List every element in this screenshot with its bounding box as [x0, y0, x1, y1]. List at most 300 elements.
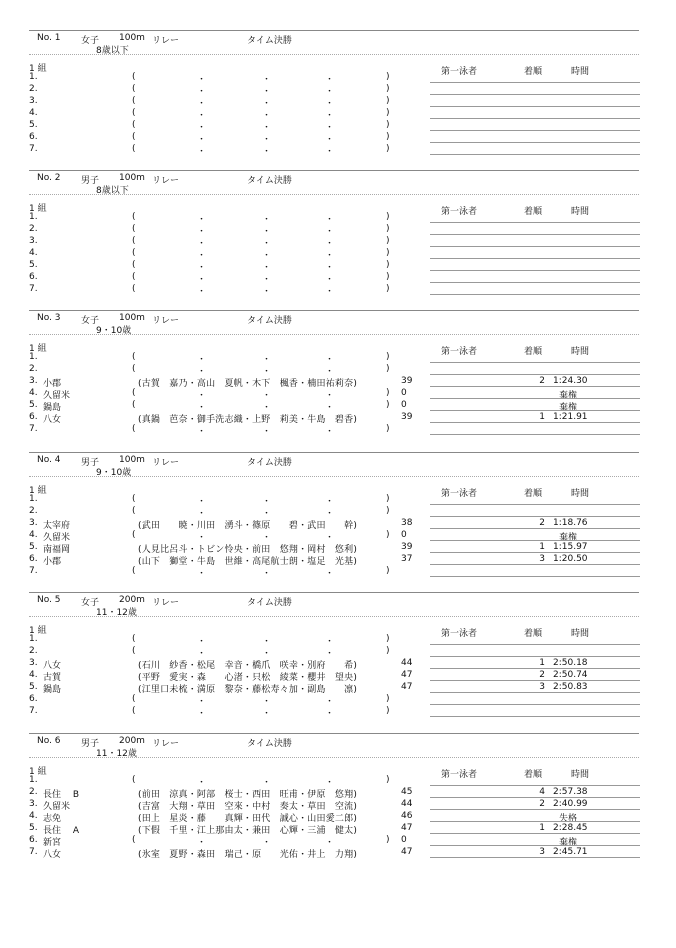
- heat-label: 1 組: [29, 204, 47, 214]
- event-age-group: 8歳以下: [96, 186, 129, 196]
- entry-underline: [430, 716, 640, 717]
- finish-place: 3: [539, 682, 545, 692]
- table-row: [0, 775, 676, 787]
- separator-dot: ・: [325, 427, 335, 437]
- age-total: 37: [401, 554, 413, 564]
- lane-number: 1.: [29, 72, 38, 82]
- event-number: No. 3: [37, 313, 61, 323]
- table-row: [0, 566, 676, 578]
- header-rule: [29, 310, 639, 311]
- separator-dot: ・: [197, 838, 207, 848]
- swimmer-names: (武田 暁・川田 湧斗・篠原 碧・武田 幹): [138, 521, 358, 531]
- finish-time: 2:28.45: [553, 823, 588, 833]
- entry-underline: [430, 564, 640, 565]
- finish-time: 2:50.83: [553, 682, 588, 692]
- separator-dot: ・: [325, 403, 335, 413]
- separator-dot: ・: [197, 697, 207, 707]
- event-type: リレー: [152, 316, 180, 326]
- table-row: [0, 424, 676, 436]
- paren-open: (: [132, 364, 136, 374]
- event-distance: 100m: [119, 455, 145, 465]
- separator-dot: ・: [325, 367, 335, 377]
- swimmer-names: (下假 千里・江上那由太・兼田 心輝・三浦 健太): [138, 826, 358, 836]
- event-round: タイム決勝: [247, 36, 292, 46]
- table-row: [0, 284, 676, 296]
- age-total: 46: [401, 811, 413, 821]
- paren-open: (: [132, 248, 136, 258]
- lane-number: 1.: [29, 352, 38, 362]
- separator-dot: ・: [262, 239, 272, 249]
- separator-dot: ・: [325, 135, 335, 145]
- entry-underline: [430, 857, 640, 858]
- separator-dot: ・: [325, 391, 335, 401]
- event-sex: 男子: [81, 458, 100, 468]
- finish-place: 2: [539, 518, 545, 528]
- team-name: 久留米: [43, 802, 71, 812]
- table-row: [0, 658, 676, 670]
- table-row: [0, 494, 676, 506]
- table-row: [0, 72, 676, 84]
- separator-dot: ・: [197, 75, 207, 85]
- age-total: 0: [401, 400, 407, 410]
- separator-dot: ・: [197, 355, 207, 365]
- lane-number: 6.: [29, 835, 38, 845]
- paren-open: (: [132, 694, 136, 704]
- lane-number: 2.: [29, 506, 38, 516]
- header-subrule: [29, 54, 639, 55]
- col-first-swimmer: 第一泳者: [441, 770, 478, 780]
- table-row: [0, 811, 676, 823]
- header-subrule: [29, 476, 639, 477]
- lane-number: 7.: [29, 284, 38, 294]
- event-round: タイム決勝: [247, 176, 292, 186]
- separator-dot: ・: [262, 287, 272, 297]
- paren-close: ): [386, 835, 390, 845]
- col-place: 着順: [524, 347, 543, 357]
- paren-open: (: [132, 284, 136, 294]
- separator-dot: ・: [262, 215, 272, 225]
- separator-dot: ・: [262, 275, 272, 285]
- lane-number: 3.: [29, 658, 38, 668]
- entry-underline: [430, 704, 640, 705]
- age-total: 47: [401, 823, 413, 833]
- separator-dot: ・: [197, 637, 207, 647]
- paren-close: ): [386, 212, 390, 222]
- separator-dot: ・: [262, 227, 272, 237]
- entry-underline: [430, 809, 640, 810]
- table-row: [0, 352, 676, 364]
- event-sex: 女子: [81, 36, 100, 46]
- separator-dot: ・: [262, 111, 272, 121]
- separator-dot: ・: [262, 147, 272, 157]
- separator-dot: ・: [325, 778, 335, 788]
- event-distance: 200m: [119, 736, 145, 746]
- paren-open: (: [132, 634, 136, 644]
- paren-open: (: [132, 352, 136, 362]
- entry-underline: [430, 422, 640, 423]
- lane-number: 1.: [29, 775, 38, 785]
- lane-number: 4.: [29, 811, 38, 821]
- event-block: [0, 170, 676, 308]
- entry-underline: [430, 410, 640, 411]
- team-name: 長住 A: [43, 826, 80, 836]
- event-age-group: 11・12歳: [96, 749, 137, 759]
- paren-open: (: [132, 108, 136, 118]
- finish-place: 2: [539, 376, 545, 386]
- separator-dot: ・: [262, 497, 272, 507]
- entry-underline: [430, 130, 640, 131]
- separator-dot: ・: [197, 287, 207, 297]
- heat-label: 1 組: [29, 767, 47, 777]
- separator-dot: ・: [262, 87, 272, 97]
- entry-underline: [430, 540, 640, 541]
- separator-dot: ・: [325, 87, 335, 97]
- status-note: 棄権: [558, 403, 577, 413]
- paren-close: ): [386, 494, 390, 504]
- event-distance: 100m: [119, 33, 145, 43]
- separator-dot: ・: [262, 403, 272, 413]
- lane-number: 5.: [29, 260, 38, 270]
- swimmer-names: (平野 愛実・森 心渚・只松 綾菜・櫻井 望央): [138, 673, 358, 683]
- entry-underline: [430, 142, 640, 143]
- event-sex: 女子: [81, 316, 100, 326]
- event-sex: 男子: [81, 176, 100, 186]
- paren-close: ): [386, 646, 390, 656]
- team-name: 久留米: [43, 533, 71, 543]
- paren-open: (: [132, 84, 136, 94]
- entry-underline: [430, 154, 640, 155]
- entry-underline: [430, 294, 640, 295]
- paren-open: (: [132, 236, 136, 246]
- paren-close: ): [386, 96, 390, 106]
- team-name: 太宰府: [43, 521, 71, 531]
- paren-close: ): [386, 400, 390, 410]
- table-row: [0, 260, 676, 272]
- entry-underline: [430, 680, 640, 681]
- lane-number: 3.: [29, 236, 38, 246]
- age-total: 0: [401, 530, 407, 540]
- entry-underline: [430, 282, 640, 283]
- separator-dot: ・: [262, 697, 272, 707]
- paren-close: ): [386, 224, 390, 234]
- swimmer-names: (石川 紗香・松尾 幸音・橋爪 咲幸・別府 希): [138, 661, 358, 671]
- paren-close: ): [386, 72, 390, 82]
- table-row: [0, 364, 676, 376]
- entry-underline: [430, 692, 640, 693]
- heat-label: 1 組: [29, 486, 47, 496]
- table-row: [0, 542, 676, 554]
- event-round: タイム決勝: [247, 316, 292, 326]
- separator-dot: ・: [262, 533, 272, 543]
- entry-underline: [430, 362, 640, 363]
- separator-dot: ・: [262, 649, 272, 659]
- lane-number: 1.: [29, 634, 38, 644]
- separator-dot: ・: [325, 275, 335, 285]
- separator-dot: ・: [325, 239, 335, 249]
- header-subrule: [29, 757, 639, 758]
- paren-open: (: [132, 506, 136, 516]
- swimmer-names: (前田 涼真・阿部 桜士・西田 旺甫・伊原 悠翔): [138, 790, 358, 800]
- entry-underline: [430, 504, 640, 505]
- col-time: 時間: [571, 629, 590, 639]
- paren-close: ): [386, 120, 390, 130]
- entry-underline: [430, 234, 640, 235]
- entry-underline: [430, 246, 640, 247]
- event-age-group: 9・10歳: [96, 326, 132, 336]
- lane-number: 3.: [29, 518, 38, 528]
- separator-dot: ・: [262, 838, 272, 848]
- header-rule: [29, 170, 639, 171]
- finish-time: 2:45.71: [553, 847, 588, 857]
- finish-time: 2:57.38: [553, 787, 588, 797]
- entry-underline: [430, 82, 640, 83]
- event-sex: 男子: [81, 739, 100, 749]
- finish-time: 2:40.99: [553, 799, 588, 809]
- paren-close: ): [386, 352, 390, 362]
- separator-dot: ・: [262, 637, 272, 647]
- entry-underline: [430, 528, 640, 529]
- table-row: [0, 799, 676, 811]
- lane-number: 2.: [29, 787, 38, 797]
- team-name: 南福岡: [43, 545, 71, 555]
- event-block: [0, 452, 676, 590]
- swimmer-names: (人見比呂斗・トビン怜央・前田 悠翔・岡村 悠利): [138, 545, 358, 555]
- lane-number: 7.: [29, 566, 38, 576]
- table-row: [0, 224, 676, 236]
- separator-dot: ・: [325, 251, 335, 261]
- swimmer-names: (真鍋 芭奈・御手洗志織・上野 莉美・牛島 碧香): [138, 415, 358, 425]
- finish-time: 1:18.76: [553, 518, 588, 528]
- separator-dot: ・: [325, 569, 335, 579]
- lane-number: 5.: [29, 542, 38, 552]
- paren-close: ): [386, 694, 390, 704]
- paren-close: ): [386, 84, 390, 94]
- event-age-group: 9・10歳: [96, 468, 132, 478]
- separator-dot: ・: [197, 87, 207, 97]
- finish-place: 1: [539, 412, 545, 422]
- paren-open: (: [132, 224, 136, 234]
- lane-number: 5.: [29, 823, 38, 833]
- entry-underline: [430, 270, 640, 271]
- event-type: リレー: [152, 739, 180, 749]
- lane-number: 6.: [29, 412, 38, 422]
- paren-close: ): [386, 236, 390, 246]
- separator-dot: ・: [262, 569, 272, 579]
- lane-number: 5.: [29, 120, 38, 130]
- table-row: [0, 670, 676, 682]
- separator-dot: ・: [325, 215, 335, 225]
- finish-place: 2: [539, 670, 545, 680]
- lane-number: 4.: [29, 388, 38, 398]
- header-rule: [29, 733, 639, 734]
- separator-dot: ・: [325, 99, 335, 109]
- paren-open: (: [132, 530, 136, 540]
- paren-open: (: [132, 96, 136, 106]
- separator-dot: ・: [197, 275, 207, 285]
- entry-underline: [430, 374, 640, 375]
- team-name: 八女: [43, 661, 62, 671]
- separator-dot: ・: [197, 239, 207, 249]
- lane-number: 6.: [29, 272, 38, 282]
- separator-dot: ・: [325, 75, 335, 85]
- event-number: No. 4: [37, 455, 61, 465]
- table-row: [0, 835, 676, 847]
- header-subrule: [29, 616, 639, 617]
- entry-underline: [430, 118, 640, 119]
- col-time: 時間: [571, 347, 590, 357]
- lane-number: 4.: [29, 108, 38, 118]
- age-total: 47: [401, 670, 413, 680]
- event-number: No. 1: [37, 33, 61, 43]
- event-distance: 200m: [119, 595, 145, 605]
- entry-underline: [430, 821, 640, 822]
- lane-number: 4.: [29, 248, 38, 258]
- finish-place: 1: [539, 542, 545, 552]
- entry-underline: [430, 644, 640, 645]
- entry-underline: [430, 576, 640, 577]
- separator-dot: ・: [197, 263, 207, 273]
- paren-open: (: [132, 388, 136, 398]
- paren-open: (: [132, 120, 136, 130]
- lane-number: 2.: [29, 224, 38, 234]
- separator-dot: ・: [262, 123, 272, 133]
- paren-close: ): [386, 284, 390, 294]
- event-type: リレー: [152, 458, 180, 468]
- separator-dot: ・: [262, 263, 272, 273]
- separator-dot: ・: [325, 123, 335, 133]
- separator-dot: ・: [325, 287, 335, 297]
- table-row: [0, 400, 676, 412]
- heat-label: 1 組: [29, 64, 47, 74]
- heat-label: 1 組: [29, 344, 47, 354]
- age-total: 47: [401, 682, 413, 692]
- paren-open: (: [132, 494, 136, 504]
- paren-close: ): [386, 144, 390, 154]
- paren-open: (: [132, 646, 136, 656]
- finish-time: 1:20.50: [553, 554, 588, 564]
- event-block: [0, 310, 676, 448]
- table-row: [0, 376, 676, 388]
- col-place: 着順: [524, 67, 543, 77]
- table-row: [0, 108, 676, 120]
- separator-dot: ・: [262, 135, 272, 145]
- separator-dot: ・: [197, 227, 207, 237]
- table-row: [0, 646, 676, 658]
- paren-open: (: [132, 144, 136, 154]
- separator-dot: ・: [262, 355, 272, 365]
- header-rule: [29, 592, 639, 593]
- paren-close: ): [386, 364, 390, 374]
- table-row: [0, 530, 676, 542]
- paren-open: (: [132, 835, 136, 845]
- swimmer-names: (氷室 夏野・森田 瑞己・原 光佑・井上 力翔): [138, 850, 358, 860]
- separator-dot: ・: [262, 509, 272, 519]
- separator-dot: ・: [325, 709, 335, 719]
- table-row: [0, 272, 676, 284]
- separator-dot: ・: [325, 838, 335, 848]
- event-distance: 100m: [119, 173, 145, 183]
- lane-number: 6.: [29, 132, 38, 142]
- status-note: 棄権: [558, 391, 577, 401]
- entry-underline: [430, 258, 640, 259]
- paren-close: ): [386, 388, 390, 398]
- col-first-swimmer: 第一泳者: [441, 207, 478, 217]
- table-row: [0, 248, 676, 260]
- age-total: 45: [401, 787, 413, 797]
- separator-dot: ・: [325, 497, 335, 507]
- lane-number: 6.: [29, 694, 38, 704]
- header-subrule: [29, 194, 639, 195]
- table-row: [0, 787, 676, 799]
- separator-dot: ・: [197, 123, 207, 133]
- paren-open: (: [132, 775, 136, 785]
- paren-close: ): [386, 132, 390, 142]
- lane-number: 5.: [29, 682, 38, 692]
- finish-place: 2: [539, 799, 545, 809]
- table-row: [0, 120, 676, 132]
- paren-close: ): [386, 530, 390, 540]
- table-row: [0, 554, 676, 566]
- col-place: 着順: [524, 770, 543, 780]
- entry-underline: [430, 222, 640, 223]
- team-name: 八女: [43, 850, 62, 860]
- header-rule: [29, 30, 639, 31]
- separator-dot: ・: [197, 709, 207, 719]
- event-distance: 100m: [119, 313, 145, 323]
- paren-open: (: [132, 424, 136, 434]
- finish-time: 2:50.18: [553, 658, 588, 668]
- team-name: 新宮: [43, 838, 62, 848]
- swimmer-names: (古賀 嘉乃・高山 夏帆・木下 楓香・楠田祐莉奈): [138, 379, 358, 389]
- col-place: 着順: [524, 489, 543, 499]
- finish-place: 4: [539, 787, 545, 797]
- col-place: 着順: [524, 629, 543, 639]
- age-total: 39: [401, 376, 413, 386]
- separator-dot: ・: [325, 533, 335, 543]
- lane-number: 3.: [29, 376, 38, 386]
- paren-open: (: [132, 566, 136, 576]
- table-row: [0, 96, 676, 108]
- table-row: [0, 132, 676, 144]
- separator-dot: ・: [197, 403, 207, 413]
- lane-number: 2.: [29, 364, 38, 374]
- age-total: 39: [401, 542, 413, 552]
- finish-time: 1:21.91: [553, 412, 588, 422]
- swimmer-names: (江里口未梳・満原 黎奈・藤松寿々加・副島 凛): [138, 685, 358, 695]
- entry-underline: [430, 656, 640, 657]
- separator-dot: ・: [325, 111, 335, 121]
- team-name: 鍋島: [43, 403, 62, 413]
- col-first-swimmer: 第一泳者: [441, 347, 478, 357]
- paren-close: ): [386, 260, 390, 270]
- age-total: 44: [401, 658, 413, 668]
- status-note: 失格: [558, 814, 577, 824]
- age-total: 39: [401, 412, 413, 422]
- paren-close: ): [386, 506, 390, 516]
- lane-number: 7.: [29, 144, 38, 154]
- lane-number: 7.: [29, 424, 38, 434]
- entry-underline: [430, 845, 640, 846]
- table-row: [0, 506, 676, 518]
- lane-number: 6.: [29, 554, 38, 564]
- col-time: 時間: [571, 770, 590, 780]
- separator-dot: ・: [197, 367, 207, 377]
- separator-dot: ・: [197, 391, 207, 401]
- separator-dot: ・: [325, 263, 335, 273]
- lane-number: 7.: [29, 847, 38, 857]
- col-first-swimmer: 第一泳者: [441, 489, 478, 499]
- header-rule: [29, 452, 639, 453]
